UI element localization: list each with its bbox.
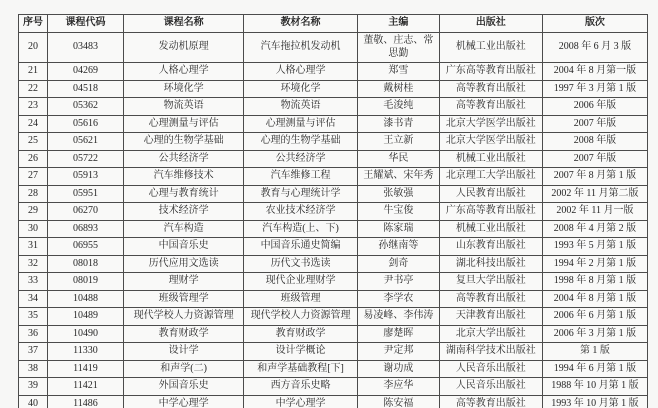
cell-edition: 2004 年 8 月第一版 [542, 63, 647, 81]
table-row [19, 343, 648, 361]
cell-chief-editor: 毛浚纯 [357, 98, 439, 116]
cell-course-code: 05616 [47, 115, 123, 133]
cell-publisher: 人民音乐出版社 [439, 378, 542, 396]
table-row [19, 98, 648, 116]
cell-course-code: 10489 [47, 308, 123, 326]
cell-course-code: 05621 [47, 133, 123, 151]
cell-course-name: 心理与教育统计 [124, 185, 244, 203]
cell-index: 40 [19, 395, 48, 408]
cell-edition: 2006 年 6 月第 1 版 [542, 308, 647, 326]
cell-edition: 1993 年 10 月第 1 版 [542, 395, 647, 408]
cell-textbook-name: 汽车构造(上、下) [244, 220, 358, 238]
cell-edition: 1997 年 3 月第 1 版 [542, 80, 647, 98]
cell-index: 28 [19, 185, 48, 203]
cell-index: 37 [19, 343, 48, 361]
cell-index: 29 [19, 203, 48, 221]
cell-chief-editor: 易凌峰、李伟涛 [357, 308, 439, 326]
cell-chief-editor: 戴树桂 [357, 80, 439, 98]
cell-index: 20 [19, 33, 48, 63]
cell-edition: 2008 年版 [542, 133, 647, 151]
header-row [19, 15, 648, 33]
cell-chief-editor: 李应华 [357, 378, 439, 396]
cell-chief-editor: 廖楚晖 [357, 325, 439, 343]
cell-textbook-name: 汽车维修工程 [244, 168, 358, 186]
header-cell-textbook_name: 教材名称 [244, 15, 358, 33]
cell-textbook-name: 和声学基础教程[下] [244, 360, 358, 378]
cell-index: 34 [19, 290, 48, 308]
cell-textbook-name: 教育与心理统计学 [244, 185, 358, 203]
cell-course-code: 06893 [47, 220, 123, 238]
cell-textbook-name: 教育财政学 [244, 325, 358, 343]
cell-chief-editor: 华民 [357, 150, 439, 168]
cell-index: 25 [19, 133, 48, 151]
cell-course-code: 04269 [47, 63, 123, 81]
table-row [19, 63, 648, 81]
cell-textbook-name: 历代文书选读 [244, 255, 358, 273]
cell-publisher: 北京理工大学出版社 [439, 168, 542, 186]
cell-edition: 第 1 版 [542, 343, 647, 361]
cell-chief-editor: 张敏强 [357, 185, 439, 203]
table-row [19, 308, 648, 326]
cell-chief-editor: 尹定邦 [357, 343, 439, 361]
cell-publisher: 天津教育出版社 [439, 308, 542, 326]
cell-course-code: 05913 [47, 168, 123, 186]
cell-index: 38 [19, 360, 48, 378]
cell-edition: 2002 年 11 月一版 [542, 203, 647, 221]
table-row [19, 325, 648, 343]
cell-publisher: 机械工业出版社 [439, 150, 542, 168]
header-cell-chief_editor: 主编 [357, 15, 439, 33]
table-row [19, 273, 648, 291]
cell-course-name: 汽车维修技术 [124, 168, 244, 186]
cell-textbook-name: 心理测量与评估 [244, 115, 358, 133]
cell-course-code: 10488 [47, 290, 123, 308]
cell-chief-editor: 谢功成 [357, 360, 439, 378]
cell-index: 26 [19, 150, 48, 168]
table-row [19, 33, 648, 63]
cell-course-code: 03483 [47, 33, 123, 63]
course-textbook-table-container [18, 14, 648, 408]
cell-edition: 2008 年 4 月第 2 版 [542, 220, 647, 238]
cell-course-code: 11486 [47, 395, 123, 408]
cell-course-code: 10490 [47, 325, 123, 343]
cell-chief-editor: 李学农 [357, 290, 439, 308]
cell-edition: 2007 年 8 月第 1 版 [542, 168, 647, 186]
cell-publisher: 高等教育出版社 [439, 395, 542, 408]
cell-publisher: 人民音乐出版社 [439, 360, 542, 378]
cell-course-name: 汽车构造 [124, 220, 244, 238]
cell-course-name: 心理的生物学基础 [124, 133, 244, 151]
cell-publisher: 高等教育出版社 [439, 98, 542, 116]
cell-edition: 2006 年 3 月第 1 版 [542, 325, 647, 343]
cell-index: 23 [19, 98, 48, 116]
cell-textbook-name: 班级管理 [244, 290, 358, 308]
cell-publisher: 机械工业出版社 [439, 33, 542, 63]
cell-chief-editor: 牛宝俊 [357, 203, 439, 221]
cell-publisher: 北京大学出版社 [439, 325, 542, 343]
cell-publisher: 湖北科技出版社 [439, 255, 542, 273]
cell-chief-editor: 王立新 [357, 133, 439, 151]
cell-textbook-name: 设计学概论 [244, 343, 358, 361]
cell-textbook-name: 汽车拖拉机发动机 [244, 33, 358, 63]
cell-textbook-name: 物流英语 [244, 98, 358, 116]
cell-index: 30 [19, 220, 48, 238]
cell-edition: 2004 年 8 月第 1 版 [542, 290, 647, 308]
cell-publisher: 广东高等教育出版社 [439, 63, 542, 81]
cell-index: 21 [19, 63, 48, 81]
cell-index: 36 [19, 325, 48, 343]
table-row [19, 290, 648, 308]
course-textbook-table [18, 14, 648, 408]
cell-textbook-name: 现代学校人力资源管理 [244, 308, 358, 326]
cell-publisher: 北京大学医学出版社 [439, 133, 542, 151]
cell-index: 39 [19, 378, 48, 396]
cell-course-name: 中国音乐史 [124, 238, 244, 256]
cell-edition: 1988 年 10 月第 1 版 [542, 378, 647, 396]
table-row [19, 185, 648, 203]
header-cell-course_name: 课程名称 [124, 15, 244, 33]
cell-course-name: 环境化学 [124, 80, 244, 98]
cell-textbook-name: 环境化学 [244, 80, 358, 98]
table-row [19, 150, 648, 168]
cell-textbook-name: 西方音乐史略 [244, 378, 358, 396]
cell-edition: 1998 年 8 月第 1 版 [542, 273, 647, 291]
cell-chief-editor: 郑雪 [357, 63, 439, 81]
cell-chief-editor: 孙继南等 [357, 238, 439, 256]
cell-course-name: 和声学(二) [124, 360, 244, 378]
cell-chief-editor: 陈安福 [357, 395, 439, 408]
cell-chief-editor: 陈家瑞 [357, 220, 439, 238]
cell-course-name: 教育财政学 [124, 325, 244, 343]
table-row [19, 360, 648, 378]
header-cell-course_code: 课程代码 [47, 15, 123, 33]
cell-course-code: 11419 [47, 360, 123, 378]
cell-course-code: 08018 [47, 255, 123, 273]
header-cell-index: 序号 [19, 15, 48, 33]
cell-chief-editor: 尹书亭 [357, 273, 439, 291]
cell-edition: 2008 年 6 月 3 版 [542, 33, 647, 63]
cell-course-code: 08019 [47, 273, 123, 291]
cell-course-code: 11330 [47, 343, 123, 361]
cell-course-name: 物流英语 [124, 98, 244, 116]
cell-index: 24 [19, 115, 48, 133]
table-row [19, 255, 648, 273]
cell-publisher: 人民教育出版社 [439, 185, 542, 203]
table-row [19, 238, 648, 256]
cell-course-name: 班级管理学 [124, 290, 244, 308]
cell-course-name: 技术经济学 [124, 203, 244, 221]
cell-course-name: 理财学 [124, 273, 244, 291]
cell-course-code: 06955 [47, 238, 123, 256]
cell-course-code: 05951 [47, 185, 123, 203]
cell-chief-editor: 漆书青 [357, 115, 439, 133]
cell-publisher: 湖南科学技术出版社 [439, 343, 542, 361]
cell-textbook-name: 中国音乐通史简编 [244, 238, 358, 256]
table-body [19, 33, 648, 408]
table-row [19, 115, 648, 133]
cell-textbook-name: 公共经济学 [244, 150, 358, 168]
cell-chief-editor: 王耀斌、宋年秀 [357, 168, 439, 186]
cell-edition: 1994 年 6 月第 1 版 [542, 360, 647, 378]
cell-textbook-name: 人格心理学 [244, 63, 358, 81]
cell-index: 32 [19, 255, 48, 273]
table-row [19, 378, 648, 396]
cell-course-name: 设计学 [124, 343, 244, 361]
table-row [19, 395, 648, 408]
cell-edition: 2006 年版 [542, 98, 647, 116]
cell-publisher: 高等教育出版社 [439, 290, 542, 308]
cell-edition: 2007 年版 [542, 115, 647, 133]
cell-publisher: 广东高等教育出版社 [439, 203, 542, 221]
cell-textbook-name: 心理的生物学基础 [244, 133, 358, 151]
table-row [19, 133, 648, 151]
cell-textbook-name: 中学心理学 [244, 395, 358, 408]
cell-course-code: 06270 [47, 203, 123, 221]
cell-edition: 1993 年 5 月第 1 版 [542, 238, 647, 256]
table-row [19, 168, 648, 186]
cell-publisher: 高等教育出版社 [439, 80, 542, 98]
cell-course-code: 04518 [47, 80, 123, 98]
cell-index: 22 [19, 80, 48, 98]
cell-course-code: 05362 [47, 98, 123, 116]
cell-course-name: 人格心理学 [124, 63, 244, 81]
table-row [19, 80, 648, 98]
cell-course-name: 现代学校人力资源管理 [124, 308, 244, 326]
cell-course-code: 11421 [47, 378, 123, 396]
header-cell-edition: 版次 [542, 15, 647, 33]
cell-publisher: 北京大学医学出版社 [439, 115, 542, 133]
cell-publisher: 山东教育出版社 [439, 238, 542, 256]
cell-course-code: 05722 [47, 150, 123, 168]
cell-course-name: 历代应用文选读 [124, 255, 244, 273]
cell-chief-editor: 董敬、庄志、常思勤 [357, 33, 439, 63]
table-row [19, 203, 648, 221]
header-cell-publisher: 出版社 [439, 15, 542, 33]
cell-course-name: 公共经济学 [124, 150, 244, 168]
cell-course-name: 外国音乐史 [124, 378, 244, 396]
cell-index: 27 [19, 168, 48, 186]
cell-textbook-name: 农业技术经济学 [244, 203, 358, 221]
cell-edition: 2002 年 11 月第二版 [542, 185, 647, 203]
cell-index: 33 [19, 273, 48, 291]
cell-index: 35 [19, 308, 48, 326]
cell-publisher: 机械工业出版社 [439, 220, 542, 238]
cell-chief-editor: 剑奇 [357, 255, 439, 273]
cell-course-name: 心理测量与评估 [124, 115, 244, 133]
cell-course-name: 中学心理学 [124, 395, 244, 408]
cell-edition: 2007 年版 [542, 150, 647, 168]
cell-course-name: 发动机原理 [124, 33, 244, 63]
cell-publisher: 复旦大学出版社 [439, 273, 542, 291]
table-row [19, 220, 648, 238]
cell-edition: 1994 年 2 月第 1 版 [542, 255, 647, 273]
cell-index: 31 [19, 238, 48, 256]
cell-textbook-name: 现代企业理财学 [244, 273, 358, 291]
